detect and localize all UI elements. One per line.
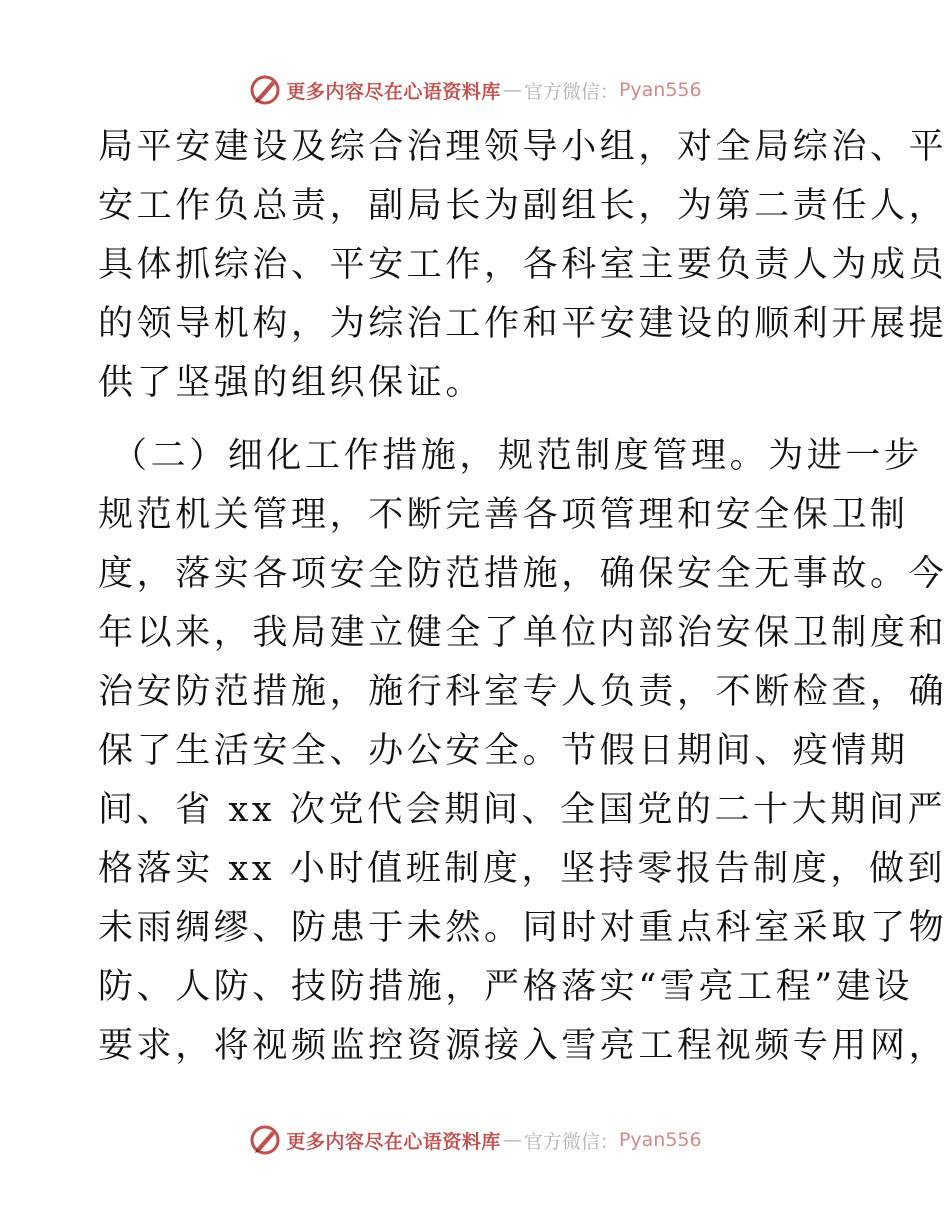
paragraph-spacer	[98, 413, 858, 427]
text-line: 度，落实各项安全防范措施，确保安全无事故。今	[98, 554, 948, 594]
text-line: 要求，将视频监控资源接入雪亮工程视频专用网，	[98, 1026, 948, 1066]
pen-logo-icon	[248, 1123, 282, 1157]
text-line: 局平安建设及综合治理领导小组，对全局综治、平	[98, 127, 948, 167]
watermark-separator: —	[502, 1129, 522, 1151]
watermark-wechat-id: Pyan556	[618, 79, 702, 101]
text-line: 具体抓综治、平安工作，各科室主要负责人为成员	[98, 245, 948, 285]
text-line: 治安防范措施，施行科室专人负责，不断检查，确	[98, 672, 948, 712]
text-line: 规范机关管理，不断完善各项管理和安全保卫制	[98, 495, 909, 535]
header-watermark	[0, 73, 950, 107]
text-line: 供了坚强的组织保证。	[98, 363, 485, 403]
paragraph-2	[98, 427, 948, 1076]
watermark-wechat-id: Pyan556	[618, 1129, 702, 1151]
text-line: 年以来，我局建立健全了单位内部治安保卫制度和	[98, 613, 948, 653]
text-line: 的领导机构，为综治工作和平安建设的顺利开展提	[98, 304, 948, 344]
footer-watermark	[0, 1123, 950, 1157]
document-body	[98, 118, 948, 1076]
watermark-label: 官方微信：	[523, 1130, 619, 1153]
pen-logo-icon	[248, 73, 282, 107]
watermark-site-text: 更多内容尽在心语资料库	[286, 1130, 501, 1153]
text-line: 间、省 xx 次党代会期间、全国党的二十大期间严	[98, 790, 947, 830]
text-line: 未雨绸缪、防患于未然。同时对重点科室采取了物	[98, 908, 948, 948]
watermark-site-text: 更多内容尽在心语资料库	[286, 80, 501, 103]
paragraph-1	[98, 118, 948, 413]
text-line: 防、人防、技防措施，严格落实“雪亮工程”建设	[98, 967, 913, 1007]
watermark-label: 官方微信：	[523, 80, 619, 103]
text-line: 格落实 xx 小时值班制度，坚持零报告制度，做到	[98, 849, 947, 889]
text-line: 保了生活安全、办公安全。节假日期间、疫情期	[98, 731, 909, 771]
text-line: 安工作负总责，副局长为副组长，为第二责任人，	[98, 186, 948, 226]
watermark-separator: —	[502, 79, 522, 101]
section-heading-line: （二）细化工作措施，规范制度管理。为进一步	[112, 436, 923, 476]
